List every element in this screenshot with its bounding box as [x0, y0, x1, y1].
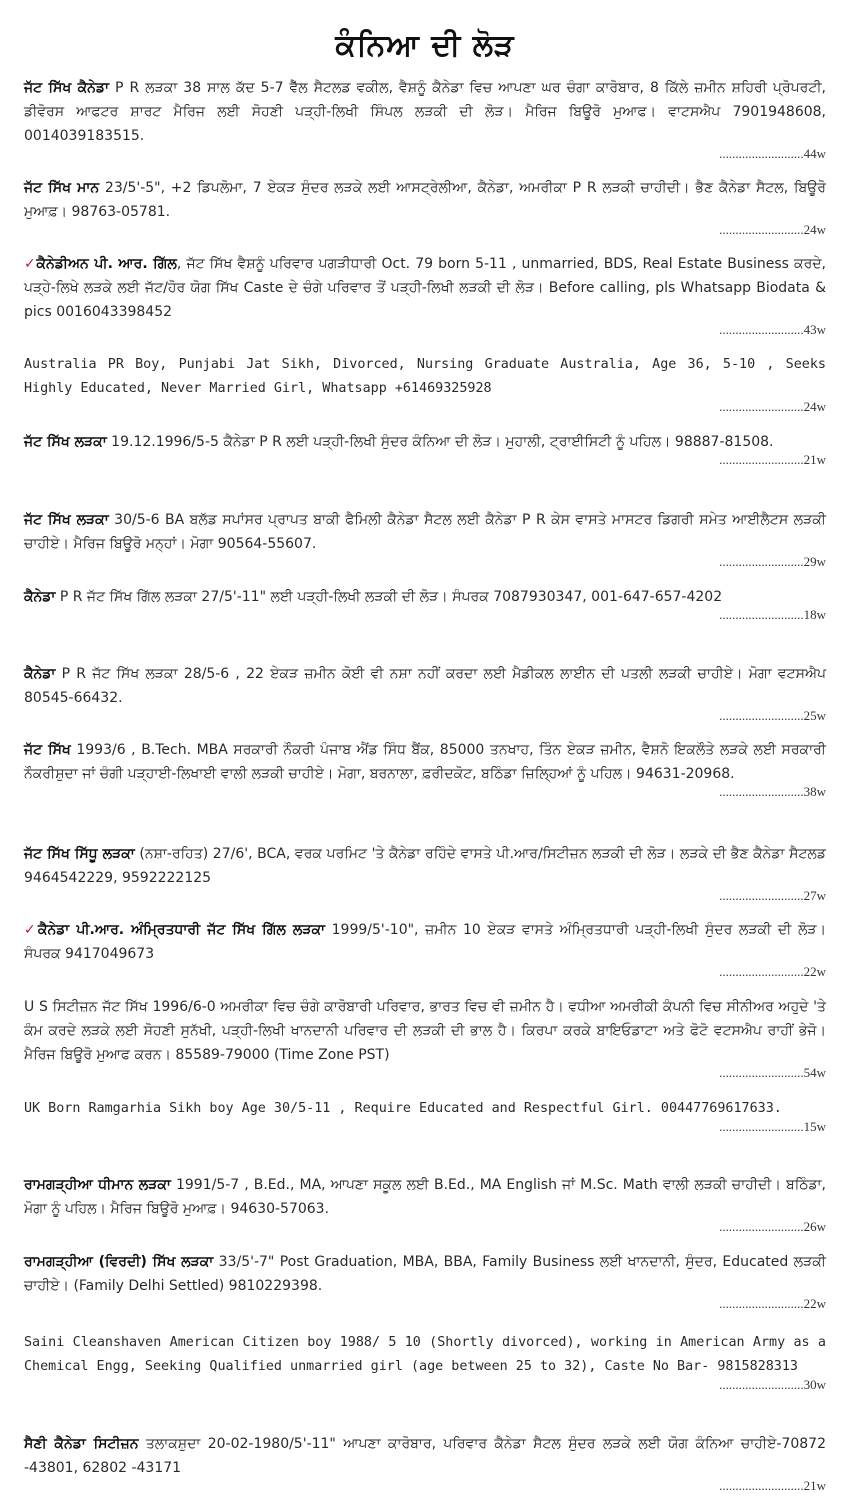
page-title: ਕੰਨਿਆ ਦੀ ਲੋੜ [335, 28, 515, 63]
ad-headline: ਕੈਨੇਡਾ [24, 589, 56, 605]
ad-headline: ਜੱਟ ਸਿੱਖ ਕੈਨੇਡਾ [24, 80, 110, 96]
ad-headline: ਜੱਟ ਸਿੱਖ ਮਾਨ [24, 180, 100, 196]
classified-ad [24, 252, 826, 338]
ad-text [24, 353, 826, 401]
ad-code: ..........................54w [719, 1065, 826, 1080]
classified-ad [24, 918, 826, 980]
ad-code: ..........................30w [719, 1377, 826, 1392]
ad-text [24, 585, 826, 609]
ad-body: ਤਲਾਕਸ਼ੁਦਾ 20-02-1980/5'-11" ਆਪਣਾ ਕਾਰੋਬਾਰ, ਪਰਿਵਾਰ ਕੈਨੇਡਾ ਸੈਟਲ ਸੁੰਦਰ ਲੜਕੇ ਲਈ ਯੋਗ ਕੰਨਿਆ ਚਾਹੀਏ-70872 -43801, 62802 -43171 [24, 1436, 826, 1476]
ad-code: ..........................38w [719, 784, 826, 799]
classified-ad [24, 995, 826, 1081]
classified-ad [24, 176, 826, 238]
ad-body: U S ਸਿਟੀਜ਼ਨ ਜੱਟ ਸਿੱਖ 1996/6-0 ਅਮਰੀਕਾ ਵਿਚ ਚੰਗੇ ਕਾਰੋਬਾਰੀ ਪਰਿਵਾਰ, ਭਾਰਤ ਵਿਚ ਵੀ ਜ਼ਮੀਨ ਹੈ। ਵਧੀਆ ਅਮਰੀਕੀ ਕੰਪਨੀ ਵਿਚ ਸੀਨੀਅਰ ਅਹੁਦੇ 'ਤੇ ਕੰਮ ਕਰਦੇ ਲੜਕੇ ਲਈ ਸੋਹਣੀ ਸੁਨੱਖੀ, ਪੜ੍ਹੀ-ਲਿਖੀ ਖਾਨਦਾਨੀ ਪਰਿਵਾਰ ਦੀ ਲੜਕੀ ਦੀ ਭਾਲ ਹੈ। ਕਿਰਪਾ ਕਰਕੇ ਬਾਇਓਡਾਟਾ ਅਤੇ ਫੋਟੋ ਵਟਸਐਪ ਰਾਹੀਂ ਭੇਜੋ। ਮੈਰਿਜ ਬਿਊਰੋ ਮੁਆਫ ਕਰਨ। 85589-79000 (Time Zone PST) [24, 999, 826, 1063]
ad-headline: ਜੱਟ ਸਿੱਖ ਸਿੱਧੂ ਲੜਕਾ [24, 846, 135, 862]
classified-ad [24, 430, 826, 468]
ad-body: 1993/6 , B.Tech. MBA ਸਰਕਾਰੀ ਨੌਕਰੀ ਪੰਜਾਬ ਐਂਡ ਸਿੰਧ ਬੈਂਕ, 85000 ਤਨਖਾਹ, ਤਿੰਨ ਏਕੜ ਜ਼ਮੀਨ, ਵੈਸ਼ਨੋ ਇਕਲੌਤੇ ਲੜਕੇ ਲਈ ਸਰਕਾਰੀ ਨੌਕਰੀਸ਼ੁਦਾ ਜਾਂ ਚੰਗੀ ਪੜ੍ਹਾਈ-ਲਿਖਾਈ ਵਾਲੀ ਲੜਕੀ ਚਾਹੀਏ। ਮੋਗਾ, ਬਰਨਾਲਾ, ਫ਼ਰੀਦਕੋਟ, ਬਠਿੰਡਾ ਜ਼ਿਲ੍ਹਿਆਂ ਨੂੰ ਪਹਿਲ। 94631-20968. [24, 742, 827, 782]
ad-body: 1991/5-7 , B.Ed., MA, ਆਪਣਾ ਸਕੂਲ ਲਈ B.Ed., MA English ਜਾਂ M.Sc. Math ਵਾਲੀ ਲੜਕੀ ਚਾਹੀਦੀ। ਬਠਿੰਡਾ, ਮੋਗਾ ਨੂੰ ਪਹਿਲ। ਮੈਰਿਜ ਬਿਊਰੋ ਮੁਆਫ਼। 94630-57063. [24, 1177, 826, 1217]
ad-body: P R ਜੱਟ ਸਿੱਖ ਗਿੱਲ ਲੜਕਾ 27/5'-11" ਲਈ ਪੜ੍ਹੀ-ਲਿਖੀ ਲੜਕੀ ਦੀ ਲੋੜ। ਸੰਪਰਕ 7087930347, 001-647-657-4202 [55, 589, 723, 605]
ad-body: , ਜੱਟ ਸਿੱਖ ਵੈਸ਼ਨੂੰ ਪਰਿਵਾਰ ਪਗੜੀਧਾਰੀ Oct. 79 born 5-11 , unmarried, BDS, Real Estate Business ਕਰਦੇ, ਪੜ੍ਹੇ-ਲਿਖੇ ਲੜਕੇ ਲਈ ਜੱਟ/ਹੋਰ ਯੋਗ ਸਿੱਖ Caste ਦੇ ਚੰਗੇ ਪਰਿਵਾਰ ਤੋਂ ਪੜ੍ਹੀ-ਲਿਖੀ ਲੜਕੀ ਦੀ ਲੋੜ। Before calling, pls Whatsapp Biodata & pics 0016043398452 [24, 256, 826, 320]
ad-text [24, 1250, 826, 1298]
ad-body: 1999/5'-10", ਜ਼ਮੀਨ 10 ਏਕੜ ਵਾਸਤੇ ਅੰਮ੍ਰਿਤਧਾਰੀ ਪੜ੍ਹੀ-ਲਿਖੀ ਸੁੰਦਰ ਲੜਕੀ ਦੀ ਲੋੜ। ਸੰਪਰਕ 9417049673 [24, 922, 827, 962]
ad-text [24, 1097, 826, 1121]
classified-ad [24, 508, 826, 570]
classified-ad [24, 1331, 826, 1393]
ad-text [24, 252, 826, 324]
ad-body: 33/5'-7" Post Graduation, MBA, BBA, Family Business ਲਈ ਖਾਨਦਾਨੀ, ਸੁੰਦਰ, Educated ਲੜਕੀ ਚਾਹੀਏ। (Family Delhi Settled) 9810229398. [24, 1254, 826, 1294]
classified-ad [24, 1432, 826, 1494]
ad-code: ..........................27w [719, 888, 826, 903]
ad-code: ..........................29w [719, 554, 826, 569]
ad-headline: ਜੱਟ ਸਿੱਖ ਲੜਕਾ [24, 434, 107, 450]
ad-text [24, 1331, 826, 1379]
ad-code: ..........................43w [719, 322, 826, 337]
ad-text [24, 1173, 826, 1221]
ad-headline: ਜੱਟ ਸਿੱਖ ਲੜਕਾ [24, 512, 109, 528]
classified-ad [24, 353, 826, 415]
ad-code: ..........................44w [719, 146, 826, 161]
ad-body: UK Born Ramgarhia Sikh boy Age 30/5-11 , Require Educated and Respectful Girl. 00447769617633. [24, 1101, 782, 1116]
ad-code: ..........................15w [719, 1119, 826, 1134]
classified-ad [24, 1250, 826, 1312]
ad-headline: ਕੈਨੇਡਾ [24, 666, 56, 682]
classified-ad [24, 662, 826, 724]
ad-headline: ਕੈਨੇਡਾ ਪੀ.ਆਰ. ਅੰਮ੍ਰਿਤਧਾਰੀ ਜੱਟ ਸਿੱਖ ਗਿੱਲ ਲੜਕਾ [37, 922, 326, 938]
ad-headline: ਕੈਨੇਡੀਅਨ ਪੀ. ਆਰ. ਗਿੱਲ [36, 256, 177, 272]
classified-ad [24, 76, 826, 162]
ad-code: ..........................26w [719, 1219, 826, 1234]
classified-ad [24, 738, 826, 800]
ad-body: P R ਜੱਟ ਸਿੱਖ ਲੜਕਾ 28/5-6 , 22 ਏਕੜ ਜ਼ਮੀਨ ਕੋਈ ਵੀ ਨਸ਼ਾ ਨਹੀਂ ਕਰਦਾ ਲਈ ਮੈਡੀਕਲ ਲਾਈਨ ਦੀ ਪਤਲੀ ਲੜਕੀ ਚਾਹੀਏ। ਮੋਗਾ ਵਟਸਐਪ 80545-66432. [24, 666, 826, 706]
ad-body: (ਨਸ਼ਾ-ਰਹਿਤ) 27/6', BCA, ਵਰਕ ਪਰਮਿਟ 'ਤੇ ਕੈਨੇਡਾ ਰਹਿੰਦੇ ਵਾਸਤੇ ਪੀ.ਆਰ/ਸਿਟੀਜ਼ਨ ਲੜਕੀ ਦੀ ਲੋੜ। ਲੜਕੇ ਦੀ ਭੈਣ ਕੈਨੇਡਾ ਸੈਟਲਡ 9464542229, 9592222125 [24, 846, 826, 886]
ad-text [24, 662, 826, 710]
ad-body: 30/5-6 BA ਬਲੱਡ ਸਪਾਂਸਰ ਪ੍ਰਾਪਤ ਬਾਕੀ ਫੈਮਿਲੀ ਕੈਨੇਡਾ ਸੈਟਲ ਲਈ ਕੈਨੇਡਾ P R ਕੇਸ ਵਾਸਤੇ ਮਾਸਟਰ ਡਿਗਰੀ ਸਮੇਤ ਆਈਲੈਟਸ ਲੜਕੀ ਚਾਹੀਏ। ਮੈਰਿਜ ਬਿਊਰੋ ਮਨ੍ਹਾਂ। ਮੋਗਾ 90564-55607. [24, 512, 827, 552]
classified-ad [24, 1097, 826, 1135]
ad-text [24, 1432, 826, 1480]
ad-code: ..........................24w [719, 399, 826, 414]
ad-text [24, 842, 826, 890]
checkmark-icon: ✓ [24, 922, 38, 938]
ad-text [24, 508, 826, 556]
ad-text [24, 76, 826, 148]
ad-text [24, 995, 826, 1067]
ad-body: 23/5'-5", +2 ਡਿਪਲੋਮਾ, 7 ਏਕੜ ਸੁੰਦਰ ਲੜਕੇ ਲਈ ਆਸਟ੍ਰੇਲੀਆ, ਕੈਨੇਡਾ, ਅਮਰੀਕਾ P R ਲੜਕੀ ਚਾਹੀਦੀ। ਭੈਣ ਕੈਨੇਡਾ ਸੈਟਲ, ਬਿਊਰੋ ਮੁਆਫ਼। 98763-05781. [24, 180, 826, 220]
ad-text [24, 176, 826, 224]
ad-code: ..........................18w [719, 607, 826, 622]
classified-ad [24, 1173, 826, 1235]
ad-body: Australia PR Boy, Punjabi Jat Sikh, Divorced, Nursing Graduate Australia, Age 36, 5-10 , Seeks Highly Educated, Never Married Girl, Whatsapp +61469325928 [24, 357, 826, 396]
classified-ad [24, 842, 826, 904]
ad-text [24, 918, 826, 966]
classified-ad [24, 585, 826, 623]
ad-text [24, 430, 826, 454]
ad-code: ..........................21w [719, 1478, 826, 1493]
ad-headline: ਰਾਮਗੜ੍ਹੀਆ ਧੀਮਾਨ ਲੜਕਾ [24, 1177, 171, 1193]
ad-headline: ਜੱਟ ਸਿੱਖ [24, 742, 71, 758]
ad-text [24, 738, 826, 786]
ad-code: ..........................24w [719, 222, 826, 237]
checkmark-icon: ✓ [24, 256, 37, 272]
ad-code: ..........................22w [719, 964, 826, 979]
ad-headline: ਰਾਮਗੜ੍ਹੀਆ (ਵਿਰਦੀ) ਸਿੱਖ ਲੜਕਾ [24, 1254, 214, 1270]
ad-body: 19.12.1996/5-5 ਕੈਨੇਡਾ P R ਲਈ ਪੜ੍ਹੀ-ਲਿਖੀ ਸੁੰਦਰ ਕੰਨਿਆ ਦੀ ਲੋੜ। ਮੁਹਾਲੀ, ਟ੍ਰਾਈਸਿਟੀ ਨੂੰ ਪਹਿਲ। 98887-81508. [106, 434, 774, 450]
ad-code: ..........................21w [719, 452, 826, 467]
ad-code: ..........................22w [719, 1296, 826, 1311]
ad-headline: ਸੈਣੀ ਕੈਨੇਡਾ ਸਿਟੀਜ਼ਨ [24, 1436, 139, 1452]
ad-body: Saini Cleanshaven American Citizen boy 1988/ 5 10 (Shortly divorced), working in American Army as a Chemical Engg, Seeking Qualified unmarried girl (age between 25 to 32), Caste No Bar- 9815828313 [24, 1335, 826, 1374]
ad-code: ..........................25w [719, 708, 826, 723]
ad-body: P R ਲੜਕਾ 38 ਸਾਲ ਕੱਦ 5-7 ਵੈੱਲ ਸੈਟਲਡ ਵਕੀਲ, ਵੈਸ਼ਨੂੰ ਕੈਨੇਡਾ ਵਿਚ ਆਪਣਾ ਘਰ ਚੰਗਾ ਕਾਰੋਬਾਰ, 8 ਕਿੱਲੇ ਜ਼ਮੀਨ ਸ਼ਹਿਰੀ ਪ੍ਰੋਪਰਟੀ, ਡੀਵੋਰਸ ਆਫਟਰ ਸ਼ਾਰਟ ਮੈਰਿਜ ਲਈ ਸੋਹਣੀ ਪੜ੍ਹੀ-ਲਿਖੀ ਸਿੰਪਲ ਲੜਕੀ ਦੀ ਲੋੜ। ਮੈਰਿਜ ਬਿਊਰੋ ਮੁਆਫ। ਵਾਟਸਐਪ 7901948608, 0014039183515. [24, 80, 826, 144]
